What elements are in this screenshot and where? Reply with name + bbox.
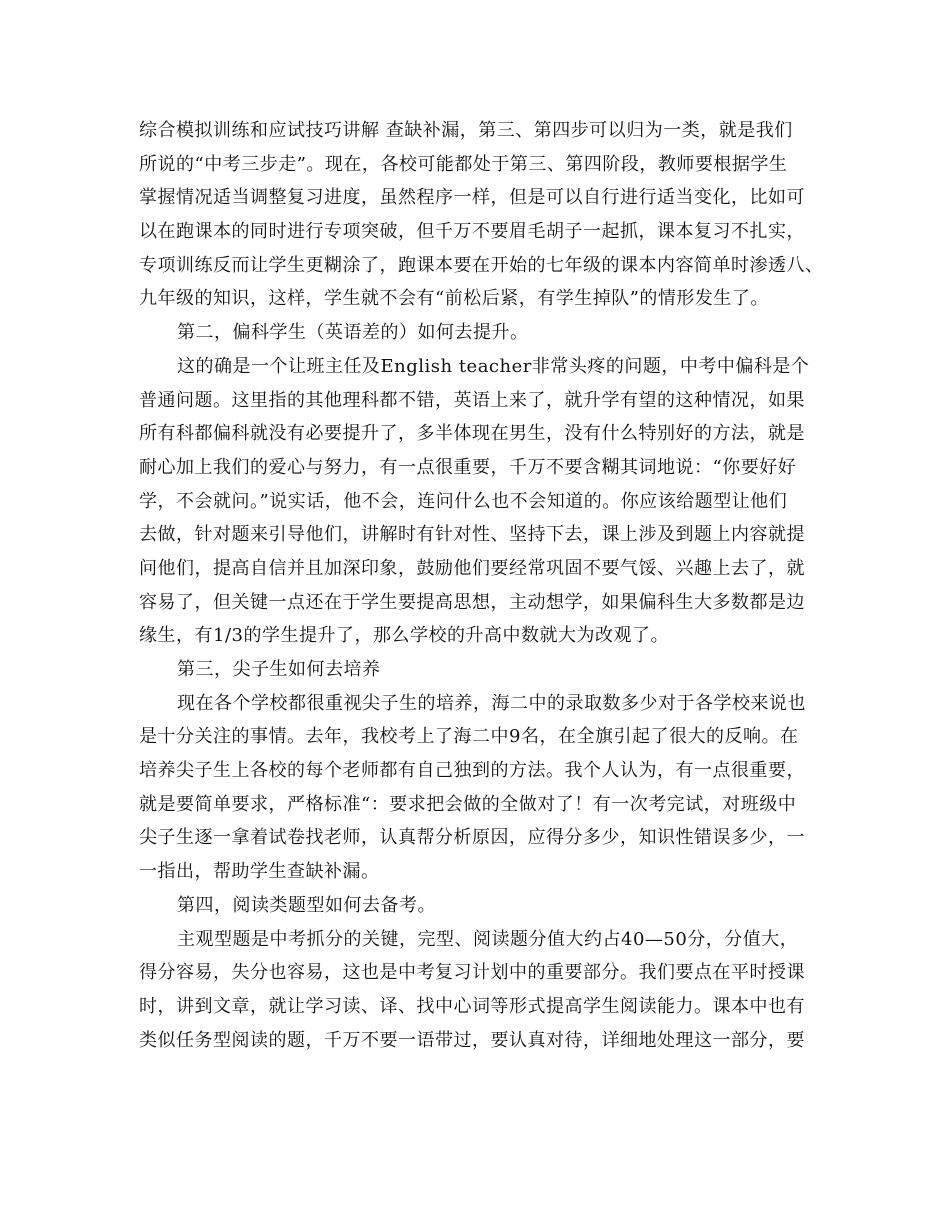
text-line: 学，不会就问。”说实话，他不会，连问什么也不会知道的。你应该给题型让他们 <box>139 490 788 512</box>
text-line: 一指出，帮助学生查缺补漏。 <box>139 861 380 883</box>
text-line: 以在跑课本的同时进行专项突破，但千万不要眉毛胡子一起抓，课本复习不扎实， <box>139 221 805 243</box>
text-line: 所说的“中考三步走”。现在，各校可能都处于第三、第四阶段，教师要根据学生 <box>139 153 788 175</box>
text-line: 综合模拟训练和应试技巧讲解 查缺补漏，第三、第四步可以归为一类，就是我们 <box>139 120 793 141</box>
text-line: 普通问题。这里指的其他理科都不错，英语上来了，就升学有望的这种情况，如果 <box>139 389 805 411</box>
text-line: 这的确是一个让班主任及English teacher非常头疼的问题，中考中偏科是个 <box>177 355 810 377</box>
text-line: 缘生，有1/3的学生提升了，那么学校的升高中数就大为改观了。 <box>139 625 669 647</box>
text-line: 主观型题是中考抓分的关键，完型、阅读题分值大约占40—50分，分值大， <box>177 928 799 950</box>
text-line: 就是要简单要求，严格标准“：要求把会做的全做对了！有一次考完试，对班级中 <box>139 793 797 815</box>
body-text <box>139 114 839 1057</box>
text-line: 培养尖子生上各校的每个老师都有自己独到的方法。我个人认为，有一点很重要， <box>139 760 805 782</box>
section-heading-second: 第二，偏科学生（英语差的）如何去提升。 <box>177 322 529 344</box>
text-line: 所有科都偏科就没有必要提升了，多半体现在男生，没有什么特别好的方法，就是 <box>139 423 805 445</box>
section-heading-third: 第三，尖子生如何去培养 <box>177 659 381 680</box>
text-line: 问他们，提高自信并且加深印象，鼓励他们要经常巩固不要气馁、兴趣上去了，就 <box>139 557 805 579</box>
text-line: 得分容易，失分也容易，这也是中考复习计划中的重要部分。我们要点在平时授课 <box>139 962 805 984</box>
text-line: 现在各个学校都很重视尖子生的培养，海二中的录取数多少对于各学校来说也 <box>177 692 806 714</box>
text-line: 九年级的知识，这样，学生就不会有“前松后紧，有学生掉队”的情形发生了。 <box>139 288 769 310</box>
text-line: 是十分关注的事情。去年，我校考上了海二中9名，在全旗引起了很大的反响。在 <box>139 726 799 748</box>
text-line: 类似任务型阅读的题，千万不要一语带过，要认真对待，详细地处理这一部分，要 <box>139 1029 805 1051</box>
text-line: 容易了，但关键一点还在于学生要提高思想，主动想学，如果偏科生大多数都是边 <box>139 591 805 613</box>
text-line: 掌握情况适当调整复习进度，虽然程序一样，但是可以自行进行适当变化，比如可 <box>139 187 805 209</box>
text-line: 耐心加上我们的爱心与努力，有一点很重要，千万不要含糊其词地说：“你要好好 <box>139 456 797 478</box>
text-line: 去做，针对题来引导他们，讲解时有针对性、坚持下去，课上涉及到题上内容就提 <box>139 524 805 546</box>
text-line: 专项训练反而让学生更糊涂了，跑课本要在开始的七年级的课本内容简单时渗透八、 <box>139 254 824 276</box>
text-line: 时，讲到文章，就让学习读、译、找中心词等形式提高学生阅读能力。课本中也有 <box>139 995 805 1017</box>
text-line: 尖子生逐一拿着试卷找老师，认真帮分析原因，应得分多少，知识性错误多少，一 <box>139 827 805 849</box>
section-heading-fourth: 第四，阅读类题型如何去备考。 <box>177 894 436 916</box>
